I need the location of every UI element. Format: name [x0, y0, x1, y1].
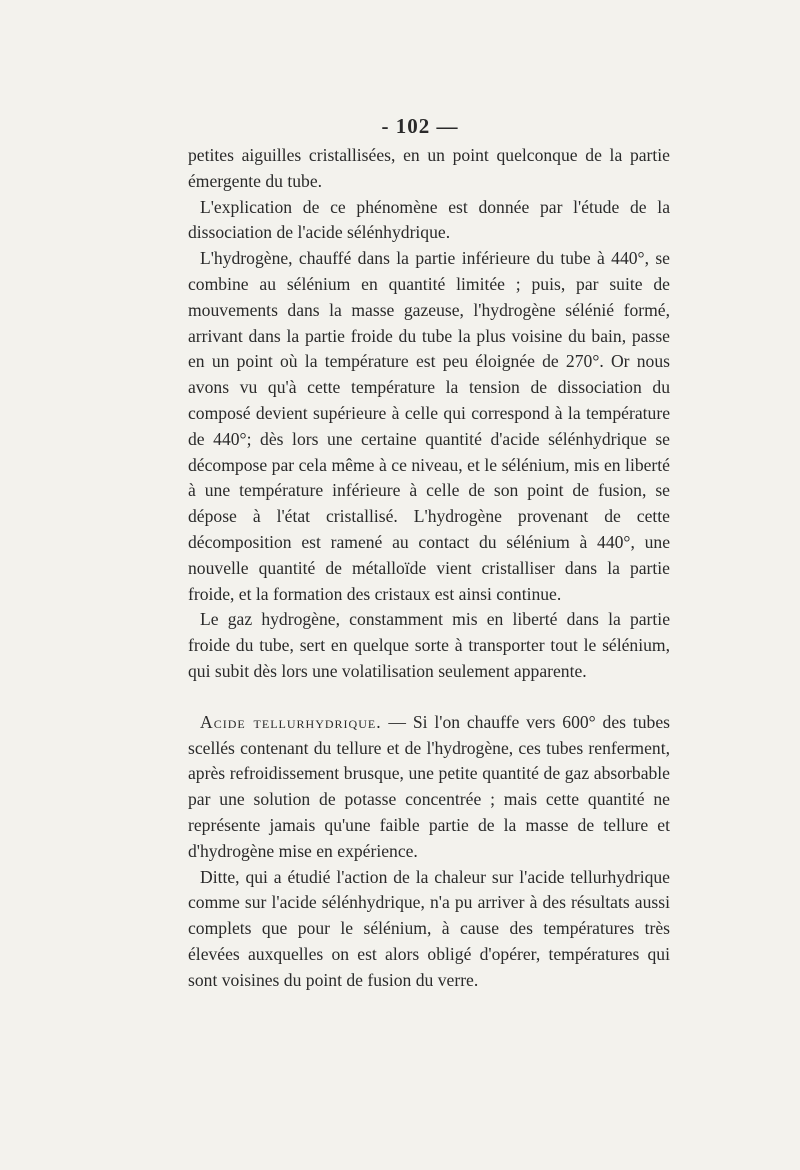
- paragraph-gaz-hydrogene: Le gaz hydrogène, constamment mis en liberté dans la partie froide du tube, sert en quelque sorte à transporter tout le sélénium, qui subit dès lors une volatilisation seulement apparente.: [188, 609, 670, 681]
- body-text: [188, 143, 670, 994]
- paragraph-explication: L'explication de ce phénomène est donnée par l'étude de la dissociation de l'acide sélénhydrique.: [188, 196, 670, 243]
- section-heading: Acide tellurhydrique.: [200, 711, 382, 732]
- paragraph-ditte: Ditte, qui a étudié l'action de la chaleur sur l'acide tellurhydrique comme sur l'acide sélénhydrique, n'a pu arriver à des résultats aussi complets que pour le sélénium, à cause des températures très élevées auxquelles on est alors obligé d'opérer, températures qui sont voisines du point de fusion du verre.: [188, 866, 670, 990]
- section-acide-tellurhydrique: [188, 710, 670, 865]
- page-number: - 102 —: [381, 114, 459, 138]
- paragraph-hydrogene: L'hydrogène, chauffé dans la partie inférieure du tube à 440°, se combine au sélénium en quantité limitée ; puis, par suite de mouvements dans la masse gazeuse, l'hydrogène sélénié formé, arrivant dans la partie froide du tube la plus voisine du bain, passe en un point où la température est peu éloignée de 270°. Or nous avons vu qu'à cette température la tension de dissociation du composé devient supérieure à celle qui correspond à la température de 440°; dès lors une certaine quantité d'acide sélénhydrique se décompose par cela même à ce niveau, et le sélénium, mis en liberté à une température inférieure à celle de son point de fusion, se dépose à l'état cristallisé. L'hydrogène provenant de cette décomposition est ramené au contact du sélénium à 440°, une nouvelle quantité de métalloïde vient cristalliser dans la partie froide, et la formation des cristaux est ainsi continue.: [188, 248, 670, 604]
- section-text: — Si l'on chauffe vers 600° des tubes scellés contenant du tellure et de l'hydrogène, ces tubes renferment, après refroidissement brusque, une petite quantité de gaz absorbable par une solution de potasse concentrée ; mais cette quantité ne représente jamais qu'une faible partie de la masse de tellure et d'hydrogène mise en expérience.: [188, 711, 670, 861]
- paragraph-continuation: petites aiguilles cristallisées, en un point quelconque de la partie émergente du tube.: [188, 145, 670, 191]
